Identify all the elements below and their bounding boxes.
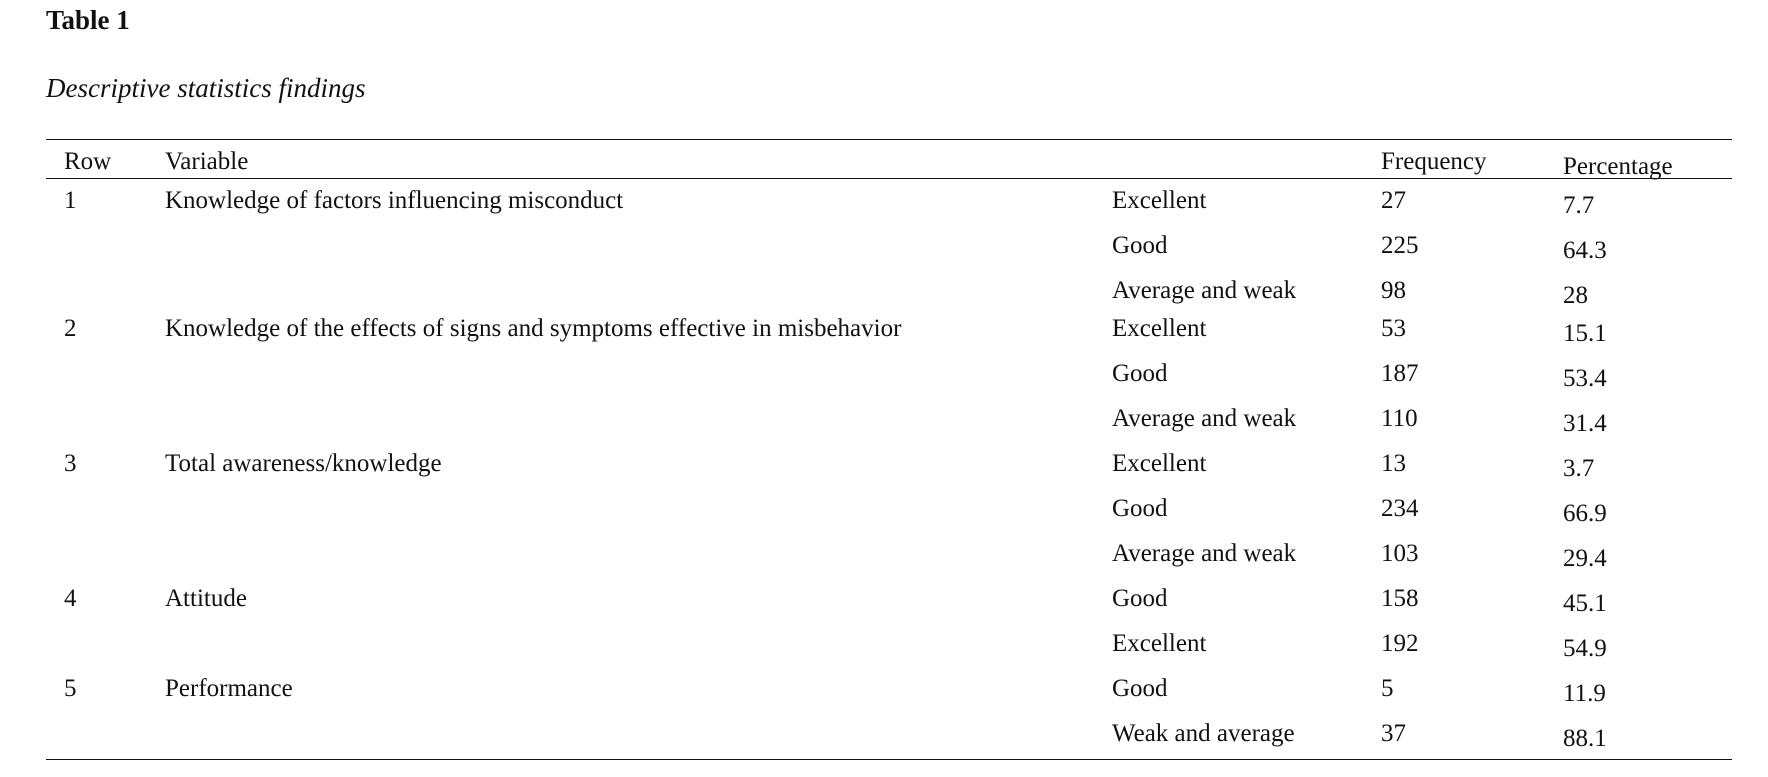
- percentage-value: 3.7: [1563, 455, 1595, 482]
- level-label: Good: [1112, 585, 1168, 612]
- frequency-value: 5: [1381, 675, 1394, 702]
- frequency-value: 158: [1381, 585, 1419, 612]
- variable-name: Knowledge of the effects of signs and symptoms effective in misbehavior: [165, 315, 902, 342]
- percentage-value: 29.4: [1563, 545, 1607, 572]
- percentage-value: 88.1: [1563, 725, 1607, 752]
- percentage-value: 64.3: [1563, 237, 1607, 264]
- table-top-rule: [46, 139, 1732, 140]
- level-label: Good: [1112, 495, 1168, 522]
- level-label: Average and weak: [1112, 277, 1297, 304]
- table-label: Table 1: [46, 5, 130, 35]
- level-label: Weak and average: [1112, 720, 1295, 747]
- row-number: 1: [64, 187, 77, 214]
- frequency-value: 110: [1381, 405, 1418, 432]
- header-frequency: Frequency: [1381, 148, 1487, 175]
- header-percentage: Percentage: [1563, 153, 1673, 180]
- percentage-value: 28: [1563, 282, 1588, 309]
- level-label: Average and weak: [1112, 540, 1297, 567]
- frequency-value: 234: [1381, 495, 1419, 522]
- header-row: Row: [64, 148, 112, 175]
- level-label: Excellent: [1112, 315, 1207, 342]
- frequency-value: 98: [1381, 277, 1406, 304]
- table-bottom-rule: [46, 759, 1732, 760]
- variable-name: Total awareness/knowledge: [165, 450, 442, 477]
- frequency-value: 103: [1381, 540, 1419, 567]
- variable-name: Knowledge of factors influencing misconduct: [165, 187, 624, 214]
- frequency-value: 27: [1381, 187, 1406, 214]
- percentage-value: 66.9: [1563, 500, 1607, 527]
- percentage-value: 45.1: [1563, 590, 1607, 617]
- row-number: 3: [64, 450, 77, 477]
- frequency-value: 192: [1381, 630, 1419, 657]
- level-label: Good: [1112, 360, 1168, 387]
- level-label: Good: [1112, 675, 1168, 702]
- frequency-value: 53: [1381, 315, 1406, 342]
- variable-name: Attitude: [165, 585, 247, 612]
- level-label: Excellent: [1112, 187, 1207, 214]
- level-label: Excellent: [1112, 450, 1207, 477]
- row-number: 5: [64, 675, 77, 702]
- row-number: 4: [64, 585, 77, 612]
- level-label: Average and weak: [1112, 405, 1297, 432]
- frequency-value: 37: [1381, 720, 1406, 747]
- percentage-value: 31.4: [1563, 410, 1607, 437]
- header-variable: Variable: [165, 148, 249, 175]
- percentage-value: 11.9: [1563, 680, 1606, 707]
- table-caption: Descriptive statistics findings: [46, 73, 366, 103]
- level-label: Excellent: [1112, 630, 1207, 657]
- percentage-value: 15.1: [1563, 320, 1607, 347]
- percentage-value: 7.7: [1563, 192, 1595, 219]
- frequency-value: 13: [1381, 450, 1406, 477]
- variable-name: Performance: [165, 675, 293, 702]
- level-label: Good: [1112, 232, 1168, 259]
- frequency-value: 225: [1381, 232, 1419, 259]
- percentage-value: 54.9: [1563, 635, 1607, 662]
- row-number: 2: [64, 315, 77, 342]
- percentage-value: 53.4: [1563, 365, 1607, 392]
- table-header-rule: [46, 178, 1732, 179]
- frequency-value: 187: [1381, 360, 1419, 387]
